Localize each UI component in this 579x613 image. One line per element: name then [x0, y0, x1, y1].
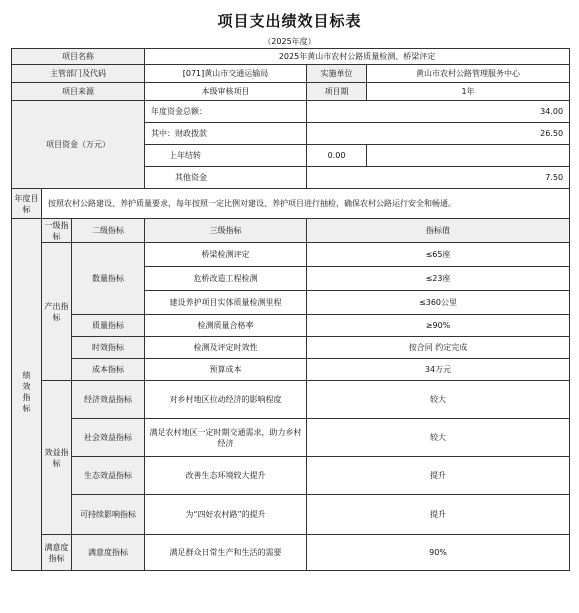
q1-value: ≤65座 [307, 243, 570, 267]
funds-total-label: 年度资金总额： [145, 101, 307, 123]
funds-fiscal-label: 其中：财政拨款 [145, 123, 307, 145]
source-label: 项目来源 [12, 83, 145, 101]
q3-value: ≤360公里 [307, 291, 570, 315]
time-label: 时效指标 [72, 337, 145, 359]
period-value: 1年 [367, 83, 570, 101]
eco-label: 生态效益指标 [72, 457, 145, 495]
table-row [12, 101, 570, 123]
sustain-label: 可持续影响指标 [72, 495, 145, 535]
source-value: 本级审核项目 [145, 83, 307, 101]
unit-label: 实施单位 [307, 65, 367, 83]
economic-value: 较大 [307, 381, 570, 419]
funds-other-value: 7.50 [307, 167, 570, 189]
q2-value: ≤23座 [307, 267, 570, 291]
quality-value: ≥90% [307, 315, 570, 337]
funds-total-value: 34.00 [307, 101, 570, 123]
sustain-value: 提升 [307, 495, 570, 535]
period-label: 项目期 [307, 83, 367, 101]
satisfaction-value: 90% [307, 535, 570, 571]
dept-value: [071]黄山市交通运输局 [145, 65, 307, 83]
time-name: 检测及评定时效性 [145, 337, 307, 359]
satisfaction-name: 满足群众日常生产和生活的需要 [145, 535, 307, 571]
eco-name: 改善生态环境较大提升 [145, 457, 307, 495]
header-level2: 二级指标 [72, 219, 145, 243]
table-row [12, 315, 570, 337]
dept-label: 主管部门及代码 [12, 65, 145, 83]
table-row [12, 219, 570, 243]
cost-value: 34万元 [307, 359, 570, 381]
goal-text: 按照农村公路建设、养护质量要求，每年按照一定比例对建设、养护项目进行抽检，确保农村公路运行安全和畅通。 [42, 189, 570, 219]
social-value: 较大 [307, 419, 570, 457]
q1-name: 桥梁检测评定 [145, 243, 307, 267]
table-row [12, 243, 570, 267]
funds-carry-value: 0.00 [307, 145, 367, 167]
table-row [12, 419, 570, 457]
table-row [12, 83, 570, 101]
cost-label: 成本指标 [72, 359, 145, 381]
satisfaction-level2: 满意度指标 [72, 535, 145, 571]
perf-label [12, 219, 42, 571]
quality-name: 检测质量合格率 [145, 315, 307, 337]
economic-name: 对乡村地区拉动经济的影响程度 [145, 381, 307, 419]
funds-fiscal-value: 26.50 [307, 123, 570, 145]
project-name-value: 2025年黄山市农村公路质量检测、桥梁评定 [145, 49, 570, 65]
satisfaction-label: 满意度指标 [42, 535, 72, 571]
q3-name: 建设养护项目实体质量检测里程 [145, 291, 307, 315]
table-row [12, 65, 570, 83]
project-name-label: 项目名称 [12, 49, 145, 65]
year-label: （2025年度） [263, 37, 316, 46]
funds-carry-label: 上年结转 [145, 145, 307, 167]
sustain-name: 为“四好农村路”的提升 [145, 495, 307, 535]
funds-other-label: 其他资金 [145, 167, 307, 189]
table-row [12, 49, 570, 65]
funds-label: 项目资金（万元） [12, 101, 145, 189]
unit-value: 黄山市农村公路管理服务中心 [367, 65, 570, 83]
social-name: 满足农村地区一定时期交通需求，助力乡村经济 [145, 419, 307, 457]
eco-value: 提升 [307, 457, 570, 495]
q2-name: 危桥改造工程检测 [145, 267, 307, 291]
header-level3: 三级指标 [145, 219, 307, 243]
social-label: 社会效益指标 [72, 419, 145, 457]
economic-label: 经济效益指标 [72, 381, 145, 419]
table-row [12, 381, 570, 413]
table-row [12, 457, 570, 495]
goal-label: 年度目标 [12, 189, 42, 219]
benefit-label: 效益指标 [42, 381, 72, 535]
table-row [12, 359, 570, 381]
table-row [12, 189, 570, 219]
page-title: 项目支出绩效目标表 [217, 12, 362, 30]
performance-table [11, 48, 570, 571]
table-row [12, 535, 570, 571]
perf-label-text: 绩效指标 [22, 371, 31, 415]
table-row [12, 337, 570, 359]
header-level1: 一级指标 [42, 219, 72, 243]
time-value: 按合同 约定完成 [307, 337, 570, 359]
header-value: 指标值 [307, 219, 570, 243]
cost-name: 预算成本 [145, 359, 307, 381]
quality-label: 质量指标 [72, 315, 145, 337]
quantity-label: 数量指标 [72, 243, 145, 315]
table-row [12, 495, 570, 515]
output-label: 产出指标 [42, 243, 72, 381]
